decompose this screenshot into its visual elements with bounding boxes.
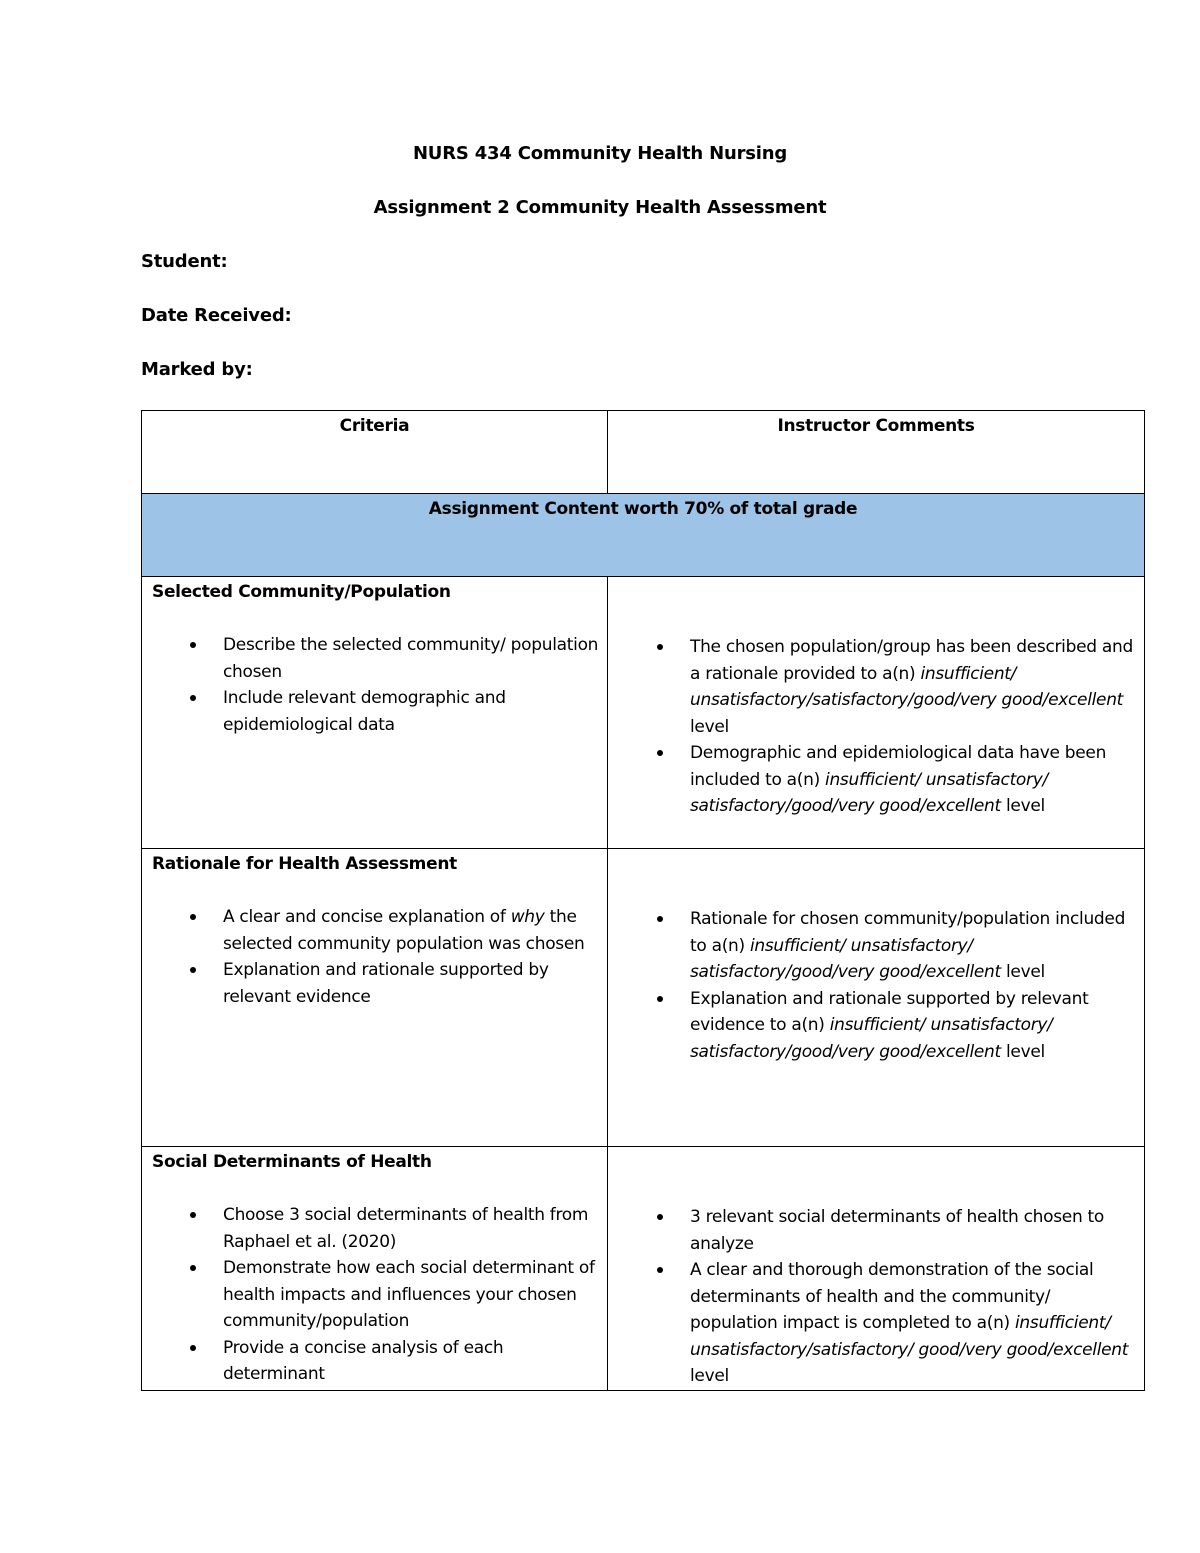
criterion-title: Rationale for Health Assessment	[152, 854, 457, 874]
comment-suffix: level	[1000, 962, 1045, 982]
list-item	[690, 986, 1134, 1066]
list-item: Demonstrate how each social determinant of health impacts and influences your chosen community/population	[223, 1255, 599, 1335]
list-item	[690, 740, 1134, 820]
comments-list	[608, 906, 1144, 1065]
comment-text: The chosen population/group has been described and a rationale provided to a(n)	[690, 637, 1133, 684]
comment-text: 3 relevant social determinants of health chosen to analyze	[690, 1207, 1105, 1254]
rating-scale: insufficient/ unsatisfactory/satisfactory/ good/very good/excellent	[690, 1313, 1129, 1360]
table-row	[142, 1147, 1145, 1391]
criteria-cell	[142, 1147, 608, 1391]
criteria-header-text: Criteria	[339, 416, 410, 436]
comment-suffix: level	[690, 716, 729, 737]
student-label: Student:	[141, 251, 228, 272]
criterion-title: Selected Community/Population	[152, 582, 451, 602]
date-received-label: Date Received:	[141, 305, 292, 326]
comments-cell	[608, 849, 1145, 1147]
list-item: Explanation and rationale supported by relevant evidence	[223, 957, 599, 1010]
criteria-cell	[142, 849, 608, 1147]
comment-suffix: level	[1000, 796, 1045, 816]
section-row	[142, 494, 1145, 577]
criteria-list	[142, 904, 607, 1010]
assignment-title: Assignment 2 Community Health Assessment	[373, 197, 827, 218]
table-row	[142, 849, 1145, 1147]
list-item	[690, 1257, 1134, 1390]
list-item	[690, 906, 1134, 986]
rating-scale: insufficient/ unsatisfactory/ satisfactory/good/very good/excellent	[690, 769, 1048, 816]
criterion-title: Social Determinants of Health	[152, 1152, 432, 1172]
section-header-text: Assignment Content worth 70% of total grade	[428, 499, 858, 519]
criteria-header	[142, 411, 608, 494]
emphasis-text: why	[510, 907, 545, 927]
comments-list	[608, 1204, 1144, 1390]
criterion-text: the selected community population was chosen	[223, 907, 585, 954]
marked-by-label: Marked by:	[141, 359, 253, 380]
comment-suffix: level	[690, 1366, 729, 1386]
header-row	[142, 411, 1145, 494]
comments-header	[608, 411, 1145, 494]
rating-scale: insufficient/ unsatisfactory/ satisfactory/good/very good/excellent	[690, 935, 1001, 982]
course-title: NURS 434 Community Health Nursing	[412, 143, 788, 164]
criterion-text: A clear and concise explanation of	[223, 907, 511, 927]
rating-scale: insufficient/ unsatisfactory/satisfactory/good/very good/excellent	[690, 663, 1124, 710]
list-item: Provide a concise analysis of each determinant	[223, 1335, 599, 1388]
criteria-list	[142, 632, 607, 738]
list-item	[690, 634, 1134, 740]
table-row	[142, 577, 1145, 849]
section-header	[142, 494, 1145, 577]
list-item: Include relevant demographic and epidemiological data	[223, 685, 599, 738]
comment-text: A clear and thorough demonstration of the social determinants of health and the community/ population impact is completed to a(n)	[690, 1260, 1094, 1333]
comments-cell	[608, 577, 1145, 849]
rubric-table	[141, 410, 1145, 1391]
comment-text: Demographic and epidemiological data have been included to a(n)	[690, 743, 1107, 790]
rating-scale: insufficient/ unsatisfactory/ satisfactory/good/very good/excellent	[690, 1015, 1053, 1062]
list-item: Describe the selected community/ population chosen	[223, 632, 599, 685]
comments-list	[608, 634, 1144, 820]
comment-text: Explanation and rationale supported by relevant evidence to a(n)	[690, 988, 1089, 1035]
criteria-cell	[142, 577, 608, 849]
criteria-list	[142, 1202, 607, 1388]
comments-cell	[608, 1147, 1145, 1391]
comments-header-text: Instructor Comments	[777, 416, 975, 436]
comment-text: Rationale for chosen community/population included to a(n)	[690, 909, 1126, 956]
list-item: Choose 3 social determinants of health from Raphael et al. (2020)	[223, 1202, 599, 1255]
list-item	[690, 1204, 1134, 1257]
comment-suffix: level	[1000, 1041, 1045, 1062]
list-item	[223, 904, 599, 957]
